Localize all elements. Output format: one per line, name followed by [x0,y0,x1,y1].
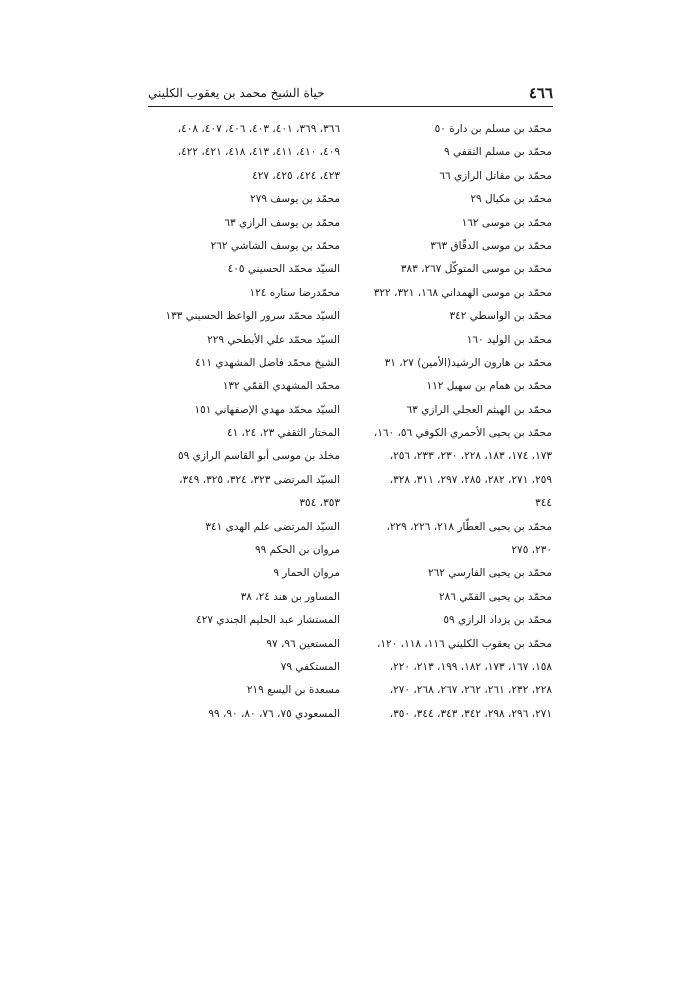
index-entry-line: السيّد محمّد الحسيني ٤٠٥ [227,263,340,276]
index-entry-line: المستشار عبد الحليم الجندي ٤٢٧ [196,614,340,627]
index-column-right [352,118,552,726]
index-entry-line: محمّد بن مسلم بن دارة ٥٠ [434,123,552,135]
index-column-left [138,118,340,726]
index-entry-line: ١٧٣، ١٧٤، ١٨٣، ٢٢٨، ٢٣٠، ٢٣٣، ٢٥٦، [389,450,552,463]
index-entry-line: المساور بن هند ٢٤، ٣٨ [240,590,340,603]
index-entry-line: السيّد المرتضى علم الهدى ٣٤١ [205,520,340,533]
index-entry-line: ٤٢٣، ٤٢٤، ٤٢٥، ٤٢٧ [252,169,340,182]
index-entry-line: المختار الثقفي ٢٣، ٢٤، ٤١ [226,427,340,440]
index-entry-line: السيّد محمّد علي الأبطحي ٢٢٩ [207,333,340,346]
index-entry-line: ٤٠٩، ٤١٠، ٤١١، ٤١٣، ٤١٨، ٤٢١، ٤٢٢، [177,146,340,159]
index-entry-line: السيّد محمّد مهدي الإصفهاني ١٥١ [194,403,340,416]
page-number: ٤٦٦ [528,84,553,102]
index-entry-line: محمّد بن مسلم الثقفي ٩ [443,146,552,159]
index-entry-line: ٣٦٦، ٣٦٩، ٤٠١، ٤٠٣، ٤٠٦، ٤٠٧، ٤٠٨، [177,123,340,135]
index-entry-line: ٢٧١، ٢٩٦، ٢٩٨، ٣٤٢، ٣٤٣، ٣٤٤، ٣٥٠، [389,707,552,720]
index-entry-line: المستعين ٩٦، ٩٧ [266,637,340,650]
index-entry-line: محمّد بن موسى المتوكّل ٢٦٧، ٣٨٣ [400,263,552,276]
index-entry-line: ٣٤٤ [535,497,552,510]
index-entry-line: محمّد بن مكيال ٢٩ [470,193,552,206]
index-entry-line: محمّدرضا ستاره ١٢٤ [249,286,340,299]
index-entry-line: السيّد المرتضى ٣٢٣، ٣٢٤، ٣٢٥، ٣٤٩، [179,473,340,486]
index-entry-line: محمّد بن الهيثم العجلي الرازي ٦٣ [406,403,552,416]
index-entry-line: محمّد بن يزداد الرازي ٥٩ [443,614,552,627]
index-entry-line: المستكفي ٧٩ [280,660,340,673]
index-entry-line: محمّد المشهدي القمّي ١٣٢ [222,380,340,393]
index-entry-line: محمّد بن يعقوب الكليني ١١٦، ١١٨، ١٢٠، [377,637,552,650]
index-entry-line: ٢٣٠، ٢٧٥ [511,544,552,557]
index-entry-line: محمّد بن يحيى العطّار ٢١٨، ٢٢٦، ٢٢٩، [386,520,552,533]
index-entry-line: ٢٥٩، ٢٧١، ٢٨٢، ٢٨٥، ٢٩٧، ٣١١، ٣٢٨، [389,473,552,486]
index-entry-line: محمّد بن يوسف ٢٧٩ [250,193,340,206]
index-entry-line: محمّد بن يحيى الفارسي ٢٦٢ [427,567,552,580]
index-entry-line: ٣٥٣، ٣٥٤ [299,497,340,510]
index-entry-line: محمّد بن مقاتل الرازي ٦٦ [439,169,552,182]
running-title: حياة الشيخ محمد بن يعقوب الكليني [148,86,325,100]
index-entry-line: محمّد بن يحيى القمّي ٢٨٦ [438,590,552,603]
index-entry-line: مروان الحمار ٩ [273,567,340,580]
index-entry-line: محمّد بن همام بن سهيل ١١٢ [426,380,552,393]
index-entry-line: السيّد محمّد سرور الواعظ الحسيني ١٣٣ [165,310,340,323]
page-header [148,84,553,107]
index-entry-line: مروان بن الحكم ٩٩ [254,544,340,557]
index-entry-line: محمّد بن هارون الرشيد(الأمين) ٢٧، ٣١ [384,356,552,369]
index-entry-line: مخلد بن موسى أبو القاسم الرازي ٥٩ [177,450,340,463]
index-entry-line: محمّد بن الواسطي ٣٤٢ [449,310,552,323]
index-entry-line: محمّد بن موسى ١٦٢ [461,216,552,229]
index-entry-line: محمّد بن موسى الدقّاق ٣٦٣ [430,239,552,252]
index-entry-line: ١٥٨، ١٦٧، ١٧٣، ١٨٢، ١٩٩، ٢١٣، ٢٢٠، [389,660,552,673]
index-entry-line: الشيخ محمّد فاضل المشهدي ٤١١ [195,356,340,369]
index-entry-line: ٢٢٨، ٢٣٢، ٢٦١، ٢٦٢، ٢٦٧، ٢٦٨، ٢٧٠، [389,684,552,697]
index-entry-line: محمّد بن موسى الهمداني ١٦٨، ٣٢١، ٣٢٢ [373,286,552,299]
index-entry-line: محمّد بن يوسف الرازي ٦٣ [224,216,340,229]
index-entry-line: محمّد بن يوسف الشاشي ٢٦٢ [210,239,340,252]
index-entry-line: محمّد بن يحيى الأحمري الكوفي ٥٦، ١٦٠، [373,427,552,440]
index-entry-line: مسعدة بن اليسع ٢١٩ [246,684,340,697]
index-entry-line: محمّد بن الوليد ١٦٠ [466,333,552,346]
index-entry-line: المسعودي ٧٥، ٧٦، ٨٠، ٩٠، ٩٩ [208,707,340,720]
